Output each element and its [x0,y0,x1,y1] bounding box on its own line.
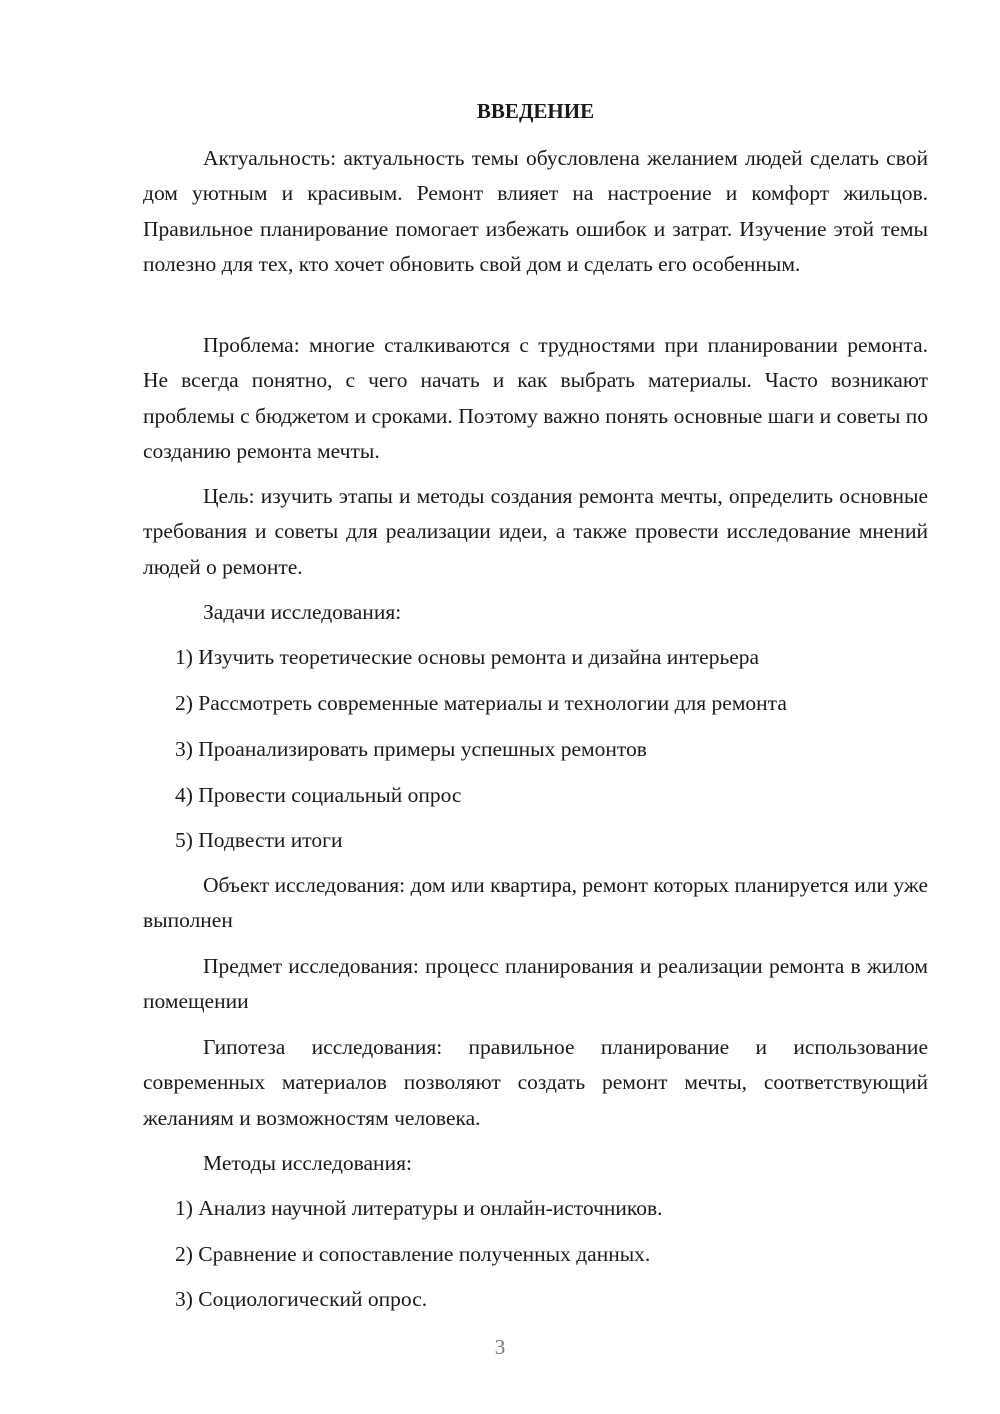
page-number: 3 [494,1335,506,1359]
method-item: 2) Сравнение и сопоставление полученных данных. [175,1242,651,1266]
method-item: 1) Анализ научной литературы и онлайн-источников. [175,1196,663,1220]
task-item: 2) Рассмотреть современные материалы и технологии для ремонта [175,691,787,715]
tasks-heading: Задачи исследования: [203,600,402,624]
method-item: 3) Социологический опрос. [175,1287,428,1311]
document-page [143,0,928,1414]
problem-paragraph: Проблема: многие сталкиваются с трудностями при планировании ремонта. Не всегда понятно, с чего начать и как выбрать материалы. Часто возникают проблемы с бюджетом и сроками. Поэтому важно понять основные шаги и советы по созданию ремонта мечты. [143,333,928,464]
task-item: 3) Проанализировать примеры успешных ремонтов [175,737,647,761]
hypothesis-paragraph: Гипотеза исследования: правильное планирование и использование современных материалов позволяют создать ремонт мечты, соответствующий желаниям и возможностям человека. [143,1035,928,1130]
goal-paragraph: Цель: изучить этапы и методы создания ремонта мечты, определить основные требования и советы для реализации идеи, а также провести исследование мнений людей о ремонте. [143,484,928,579]
relevance-paragraph: Актуальность: актуальность темы обусловлена желанием людей сделать свой дом уютным и красивым. Ремонт влияет на настроение и комфорт жильцов. Правильное планирование помогает избежать ошибок и затрат. Изучение этой темы полезно для тех, кто хочет обновить свой дом и сделать его особенным. [143,146,928,277]
task-item: 5) Подвести итоги [175,828,343,852]
task-item: 4) Провести социальный опрос [175,783,462,807]
page-title: ВВЕДЕНИЕ [476,99,595,123]
object-paragraph: Объект исследования: дом или квартира, ремонт которых планируется или уже выполнен [143,873,928,933]
methods-heading: Методы исследования: [203,1151,412,1175]
task-item: 1) Изучить теоретические основы ремонта и дизайна интерьера [175,645,760,669]
subject-paragraph: Предмет исследования: процесс планирования и реализации ремонта в жилом помещении [143,954,928,1014]
